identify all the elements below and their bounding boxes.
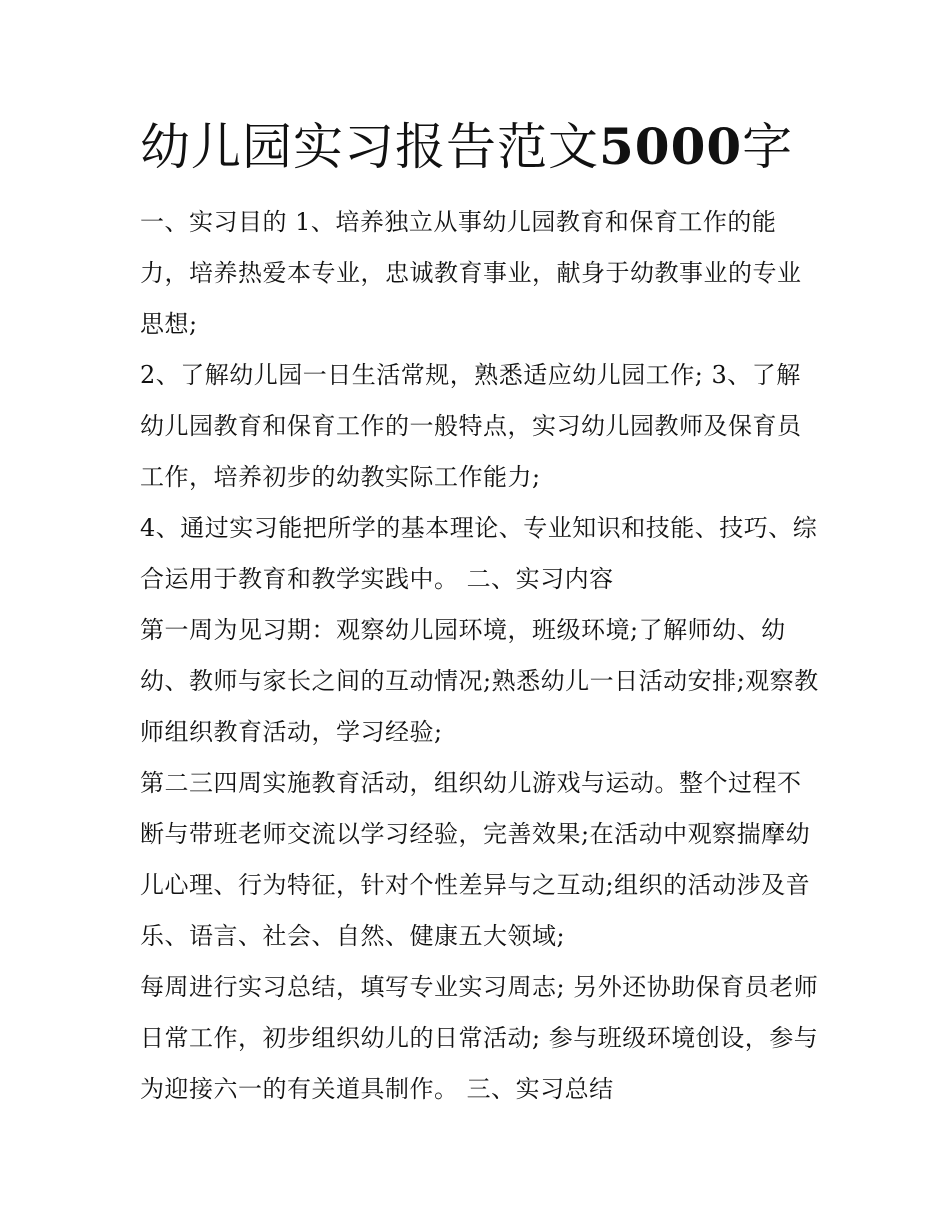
title-number: 5000 bbox=[599, 117, 743, 176]
paragraph-weeks-two-to-four: 第二三四周实施教育活动，组织幼儿游戏与运动。整个过程不断与带班老师交流以学习经验，完善效果;在活动中观察揣摩幼儿心理、行为特征，针对个性差异与之互动;组织的活动涉及音乐、语言、社会、自然、健康五大领域; bbox=[140, 769, 811, 950]
document-title bbox=[140, 112, 820, 182]
title-prefix: 幼儿园实习报告范文 bbox=[140, 118, 599, 176]
paragraph-objectives-4: 4、通过实习能把所学的基本理论、专业知识和技能、技巧、综合运用于教育和教学实践中。 二、实习内容 bbox=[140, 514, 818, 593]
paragraph-week-one: 第一周为见习期：观察幼儿园环境，班级环境;了解师幼、幼幼、教师与家长之间的互动情况;熟悉幼儿一日活动安排;观察教师组织教育活动，学习经验; bbox=[140, 616, 819, 746]
paragraph-objectives-1: 一、实习目的 1、培养独立从事幼儿园教育和保育工作的能力，培养热爱本专业，忠诚教育事业，献身于幼教事业的专业思想; bbox=[140, 208, 802, 338]
document-body bbox=[140, 197, 820, 1115]
title-suffix: 字 bbox=[742, 118, 794, 176]
paragraph-weekly-summary: 每周进行实习总结，填写专业实习周志; 另外还协助保育员老师日常工作，初步组织幼儿的日常活动; 参与班级环境创设，参与为迎接六一的有关道具制作。 三、实习总结 bbox=[140, 973, 819, 1103]
paragraph-objectives-2-3: 2、了解幼儿园一日生活常规，熟悉适应幼儿园工作; 3、了解幼儿园教育和保育工作的一般特点，实习幼儿园教师及保育员工作，培养初步的幼教实际工作能力; bbox=[140, 361, 802, 491]
